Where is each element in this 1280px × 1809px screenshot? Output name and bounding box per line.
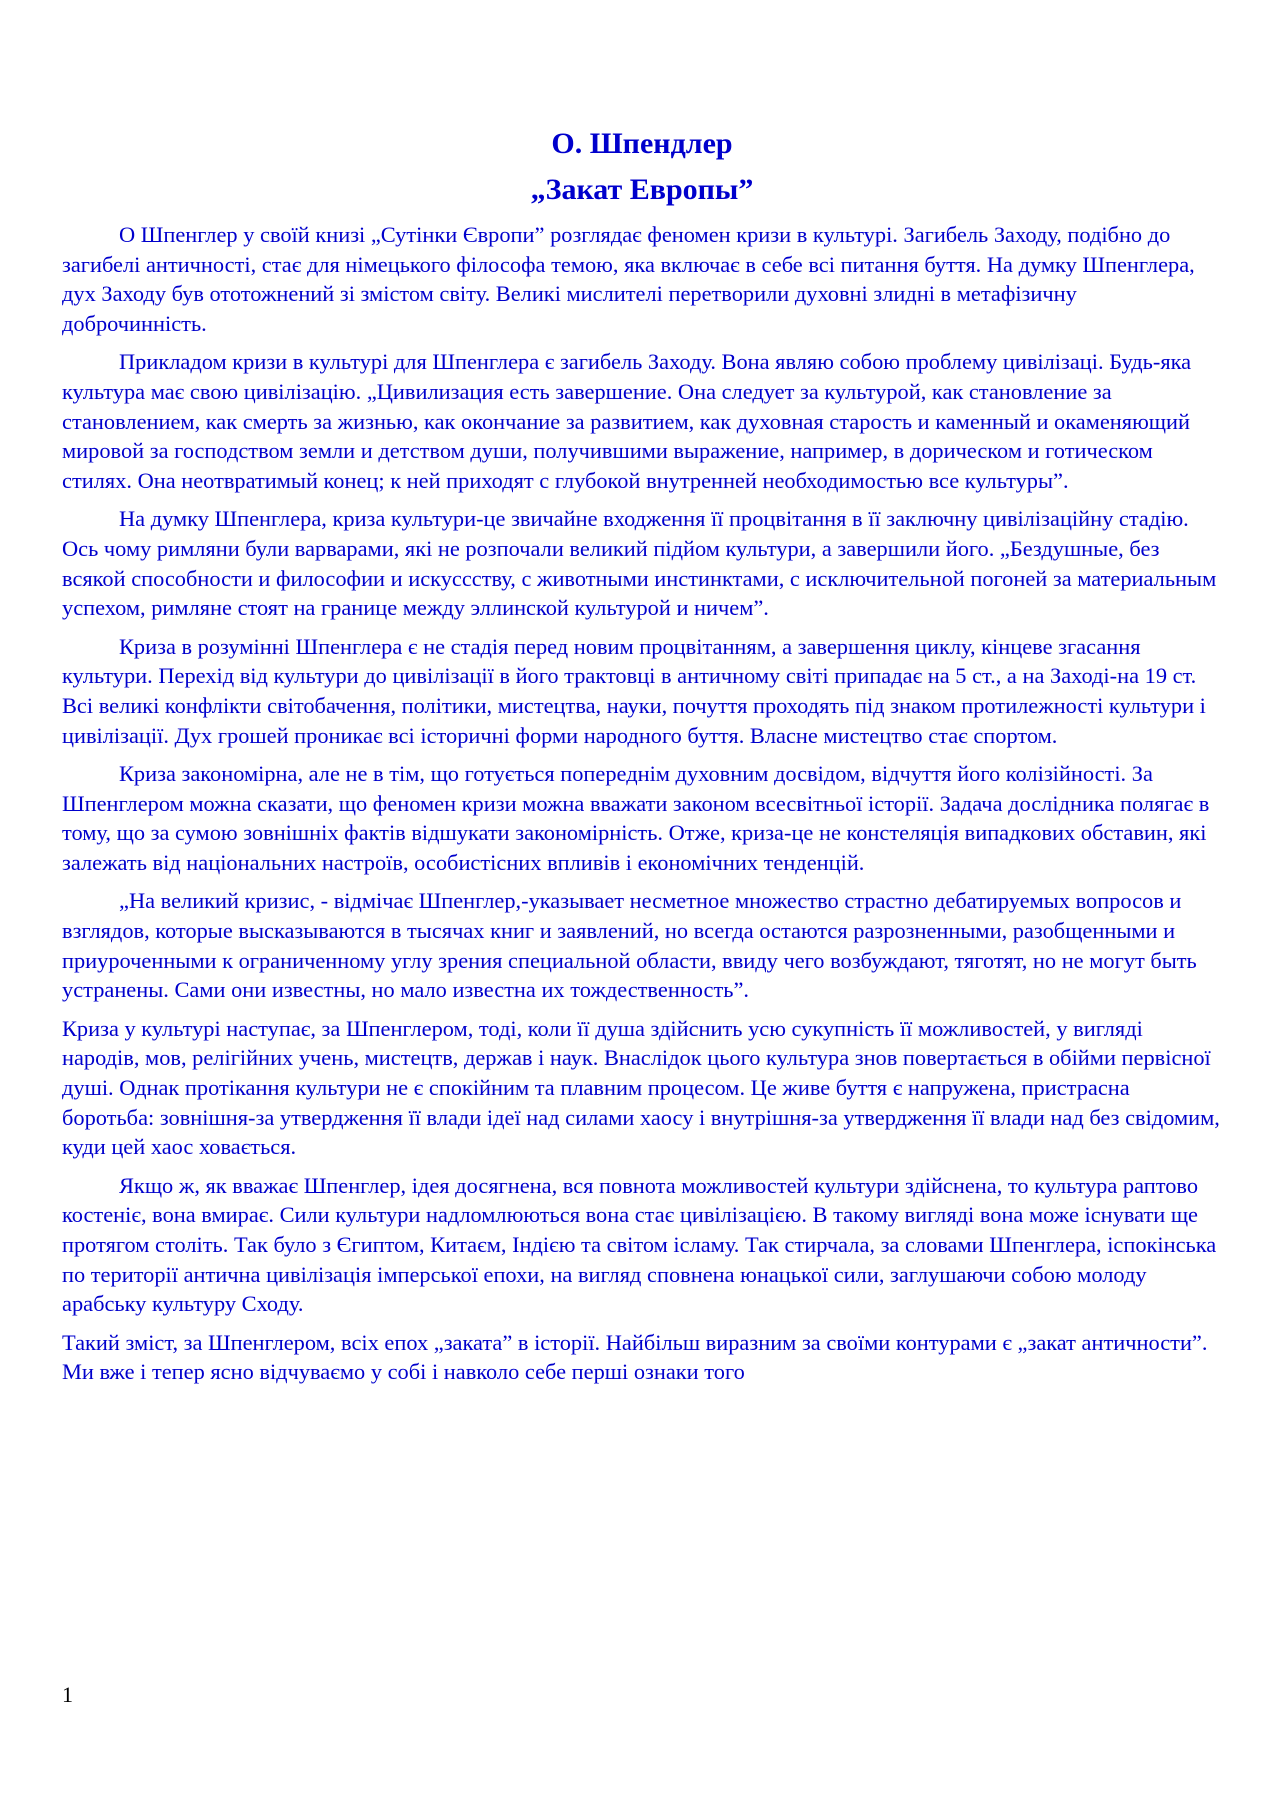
paragraph: Криза в розумінні Шпенглера є не стадія перед новим процвітанням, а завершення циклу, кінцеве згасання культури. Перехід від культури до цивілізації в його трактовці в античному світі припадає на 5 ст., а на Заході-на 19 ст. Всі великі конфлікти світобачення, політики, мистецтва, науки, почуття проходять під знаком протилежності культури і цивілізації. Дух грошей проникає всі історичні форми народного буття. Власне мистецтво стає спортом. (62, 633, 1206, 748)
paragraph: Якщо ж, як вважає Шпенглер, ідея досягнена, вся повнота можливостей культури здійснена, то культура раптово костеніє, вона вмирає. Сили культури надломлюються вона стає цивілізацією. В такому вигляді вона може існувати ще протягом століть. Так було з Єгиптом, Китаєм, Індією та світом ісламу. Так стирчала, за словами Шпенглера, іспокінська по території антична цивілізація імперської епохи, на вигляд сповнена юнацької сили, заглушаючи собою молоду арабську культуру Сходу. (62, 1172, 1217, 1317)
page-number: 1 (62, 1682, 73, 1707)
paragraph: Прикладом кризи в культурі для Шпенглера є загибель Заходу. Вона являю собою проблему цивілізаці. Будь-яка культура має свою цивілізацію. „Цивилизация есть завершение. Она следует за культурой, как становление за становлением, как смерть за жизнью, как окончание за развитием, как духовная старость и каменный и окаменяющий мировой за господством земли и детством души, получившими выражение, например, в дорическом и готическом стилях. Она неотвратимый конец; к ней приходят с глубокой внутренней необходимостью все культуры”. (62, 349, 1192, 493)
document-title: О. Шпендлер (551, 127, 733, 160)
paragraph: Такий зміст, за Шпенглером, всіх епох „заката” в історії. Найбільш виразним за своїми контурами є „закат античности”. Ми вже і тепер ясно відчуваємо у собі і навколо себе перші ознаки того (62, 1329, 1208, 1385)
paragraph: „На великий кризис, - відмічає Шпенглер,-указывает несметное множество страстно дебатируемых вопросов и взглядов, которые высказываются в тысячах книг и заявлений, но всегда остаются разрозненными, разобщенными и приуроченными к ограниченному углу зрения специальной области, ввиду чего возбуждают, тяготят, но не могут быть устранены. Сами они известны, но мало известна их тождественность”. (62, 888, 1197, 1003)
document-body (62, 126, 1222, 1396)
paragraph: Криза у культурі наступає, за Шпенглером, тоді, коли її душа здійснить усю сукупність її можливостей, у вигляді народів, мов, релігійних учень, мистецтв, держав і наук. Внаслідок цього культура знов повертається в обійми первісної душі. Однак протікання культури не є спокійним та плавним процесом. Це живе буття є напружена, пристрасна боротьба: зовнішня-за утвердження її влади ідеї над силами хаосу і внутрішня-за утвердження її влади над без свідомим, куди цей хаос ховається. (62, 1015, 1220, 1160)
paragraph: На думку Шпенглера, криза культури-це звичайне входження її процвітання в її заключну цивілізаційну стадію. Ось чому римляни були варварами, які не розпочали великий підйом культури, а завершили його. „Бездушные, без всякой способности и философии и искуссству, с животными инстинктами, с исключительной погоней за материальным успехом, римляне стоят на границе между эллинской культурой и ничем”. (62, 506, 1217, 621)
paragraph: О Шпенглер у своїй книзі „Сутінки Європи” розглядає феномен кризи в культурі. Загибель Заходу, подібно до загибелі античності, стає для німецького філософа темою, яка включає в себе всі питання буття. На думку Шпенглера, дух Заходу був ототожнений зі змістом світу. Великі мислителі перетворили духовні злидні в метафізичну доброчинність. (62, 222, 1195, 336)
document-subtitle: „Закат Европы” (530, 173, 754, 206)
paragraph: Криза закономірна, але не в тім, що готується попереднім духовним досвідом, відчуття його колізійності. За Шпенглером можна сказати, що феномен кризи можна вважати законом всесвітньої історії. Задача дослідника полягає в тому, що за сумою зовнішніх фактів відшукати закономірність. Отже, криза-це не констеляція випадкових обставин, які залежать від національних настроїв, особистісних впливів і економічних тенденцій. (62, 761, 1210, 875)
